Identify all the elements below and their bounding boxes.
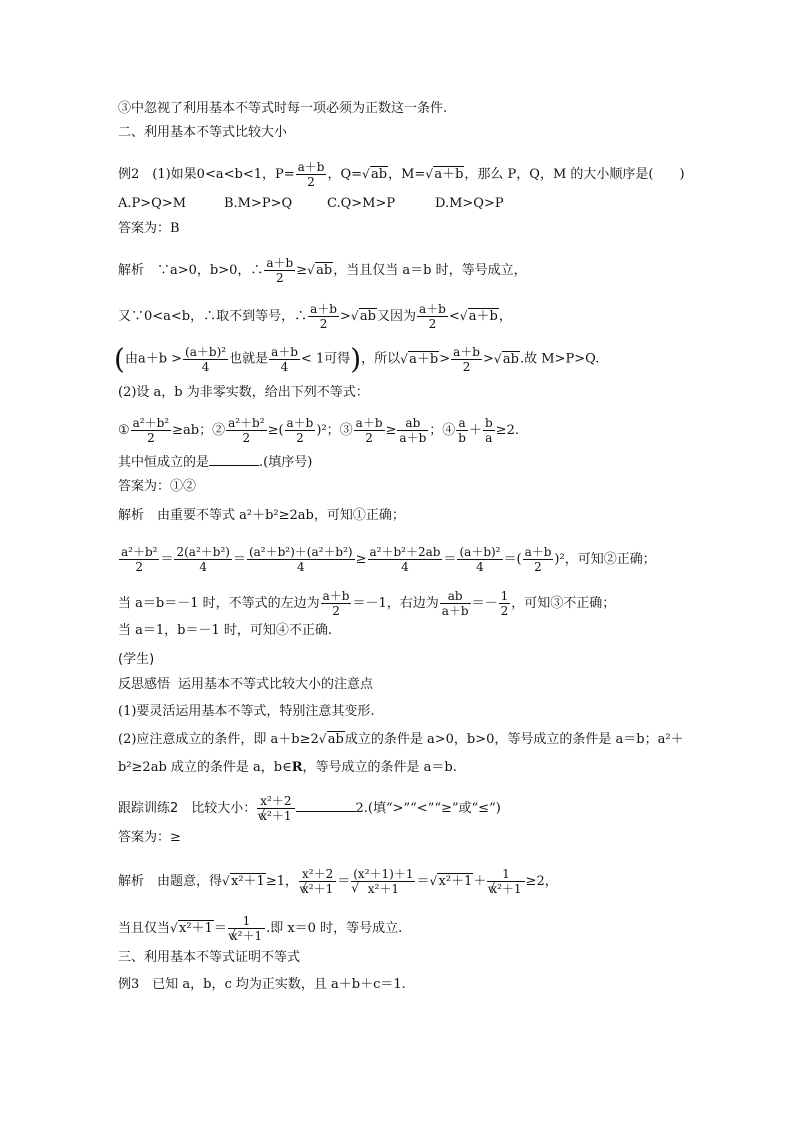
analysis-1 [118,256,527,285]
analysis-line-6 [118,914,402,943]
denominator: 2 [319,317,328,331]
fraction [487,867,524,896]
text: 由a＋b > [124,351,183,367]
reflection-2 [118,732,684,748]
numerator: ab [440,589,471,604]
denominator: 4 [476,560,484,574]
text: ，M= [388,167,426,182]
numerator: a＋b [355,416,383,430]
text: ， [498,309,512,324]
text: 当 a＝b＝－1 时，不等式的左边为 [118,596,320,611]
denominator: a [485,431,493,445]
text: )²；③ [316,423,353,438]
sqrt [494,352,520,368]
numerator: (a＋b)² [185,345,227,359]
denominator: 2 [276,271,284,285]
fraction [228,914,265,943]
denominator: 4 [280,360,289,374]
denominator: 2 [332,604,340,618]
real-set-symbol: R [291,760,303,775]
text: > [483,351,494,367]
text: ＝－ [471,596,498,611]
text: < 1可得 [300,351,351,367]
answer-blank[interactable] [296,799,356,812]
text: ，那么 P，Q，M 的大小顺序是( ) [464,167,685,182]
fraction [285,416,316,445]
text: ＝ [160,552,174,567]
radicand: ab [316,263,333,278]
answer-2: 答案为：①② [118,479,197,494]
fraction [499,589,511,618]
question-2: (2)设 a，b 为非零实数，给出下列不等式： [118,385,369,400]
text: 例2 (1)如果0<a<b<1，P= [118,167,295,182]
sqrt [307,263,333,279]
text: )²，可知②正确； [554,552,656,567]
analysis-line-3 [114,342,600,376]
fraction [483,416,495,445]
radicand: x²＋1 [302,882,334,896]
option-d: D.M>Q>P [435,196,504,211]
fraction [397,416,428,445]
fraction [321,589,352,618]
fraction [119,545,159,574]
sqrt-denominator [228,929,265,943]
option-b: B.M>P>Q [224,196,293,211]
example-2-question [118,160,685,189]
reflection-1: (1)要灵活运用基本不等式，特别注意其变形. [118,704,375,719]
text: 2.(填“>”“<”“≥”或“≤”) [355,801,501,816]
numerator: a²＋b² [132,416,170,430]
fraction [183,345,228,374]
fraction [264,256,295,285]
text: ≥ [355,552,367,567]
analysis-line-4 [118,589,615,618]
numerator: a＋b [418,302,446,316]
denominator: 2 [135,560,144,574]
text: ，等号成立的条件是 a＝b. [302,760,457,775]
text: 其中恒成立的是 [118,455,210,470]
question-2-fill [118,453,312,471]
text: ＝( [503,552,522,567]
text: .(填序号) [259,455,313,470]
inequality-list [118,416,519,445]
reflection-3 [118,760,457,776]
text: ，可知③不正确； [511,596,616,611]
fraction [226,416,266,445]
text: ＝ [443,552,457,567]
denominator: 2 [500,604,509,618]
text: ≥2. [495,423,519,438]
denominator: 4 [201,360,210,374]
denominator: 2 [462,360,471,374]
text: 成立的条件是 a>0，b>0，等号成立的条件是 a＝b；a²＋ [344,732,684,747]
answer-1: 答案为：B [118,221,180,236]
numerator: a＋b [524,545,552,559]
radicand: x²＋1 [230,929,263,943]
fraction [456,416,468,445]
analysis-2: 解析 由重要不等式 a²＋b²≥2ab，可知①正确； [118,508,405,523]
text: (2)应注意成立的条件，即 a＋b≥2 [118,732,319,747]
text: 解析 由题意，得 [118,874,223,889]
denominator: 2 [428,317,437,331]
numerator: a²＋b² [121,545,158,559]
numerator: a [456,416,468,431]
note-line: ③中忽视了利用基本不等式时每一项必须为正数这一条件. [118,101,448,116]
fraction [451,345,482,374]
radicand: x²＋1 [260,809,292,823]
numerator: 2(a²＋b²) [176,545,230,559]
text: ≥2， [525,874,558,889]
numerator: a＋b [322,589,350,603]
radicand: x²＋1 [490,882,522,896]
numerator: b [484,416,493,430]
text: > [339,309,351,324]
sqrt [319,732,345,748]
fraction [368,545,443,574]
radicand: ab [502,351,519,367]
text: b²≥2ab 成立的条件是 a，b∈ [118,760,292,775]
text: 也就是 [229,351,269,367]
text: .故 M>P>Q. [519,351,600,367]
fraction-p [296,160,327,189]
numerator: a＋b [271,345,298,359]
text: ≥1， [265,874,299,889]
text: ≥ [385,423,397,438]
denominator: 2 [296,431,304,445]
denominator: 4 [401,560,409,574]
numerator: ab [397,416,428,431]
text: 跟踪训练2 比较大小： [118,801,257,816]
radicand: x²＋1 [367,882,399,896]
numerator: 1 [228,914,265,929]
numerator: (a＋b)² [459,545,501,559]
denominator: a＋b [399,431,427,445]
numerator: a²＋b² [228,416,265,430]
radicand: a＋b [434,167,464,182]
option-c: C.Q>M>P [327,196,396,211]
sqrt [429,874,473,890]
numerator: 1 [487,867,524,882]
text: ＝－1，右边为 [352,596,439,611]
numerator: x²＋2 [299,867,336,882]
text: ① [118,423,130,438]
text: ≥( [267,423,284,438]
text: 当且仅当 [118,921,171,936]
equality-chain [118,545,656,574]
right-paren: ) [350,342,362,376]
example-3: 例3 已知 a，b，c 均为正实数，且 a＋b＋c＝1. [118,977,406,992]
text: < [448,309,460,324]
practice-2 [118,794,501,823]
fraction [308,302,339,331]
sqrt-denominator [257,809,294,823]
text: ＋ [468,423,482,438]
radicand: ab [371,167,388,182]
numerator: (a²＋b²)＋(a²＋b²) [248,545,353,559]
text: .即 x＝0 时，等号成立. [266,921,403,936]
sqrt [170,921,214,937]
option-a: A.P>Q>M [118,196,187,211]
fraction [299,867,336,896]
numerator: x²＋2 [257,794,294,809]
text: ≥ab；② [172,423,226,438]
fraction [269,345,300,374]
denominator: 2 [534,560,542,574]
fraction [440,589,471,618]
denominator: a＋b [441,604,469,618]
text: 运用基本不等式比较大小的注意点 [178,677,374,692]
denominator: 2 [307,175,315,189]
radicand: a＋b [468,309,498,324]
numerator: a＋b [453,345,480,359]
analysis-3 [118,867,558,896]
radicand: ab [327,732,344,747]
text: ＝ [213,921,227,936]
sqrt-denominator [299,882,336,896]
text: 又因为 [376,309,416,324]
fraction [417,302,448,331]
sqrt [222,874,266,890]
denominator: 2 [365,431,373,445]
numerator: a＋b [286,416,314,430]
denominator: 2 [242,431,251,445]
reflection-title [118,677,373,693]
text: ＝ [232,552,246,567]
section-heading-2: 二、利用基本不等式比较大小 [118,125,288,140]
radicand: ab [359,309,376,324]
sqrt-denominator [351,882,415,896]
sqrt [351,309,377,325]
radicand: a＋b [409,351,439,367]
fraction [354,416,385,445]
text: ＝ [337,874,351,889]
answer-blank[interactable] [209,453,259,466]
numerator: 1 [500,589,509,603]
text: ≥ [296,263,308,278]
sqrt [460,309,499,325]
reflection-heading: 反思感悟 [118,677,171,692]
text: ，当且仅当 a＝b 时，等号成立， [333,263,527,278]
analysis-line-2 [118,302,512,331]
sqrt-ab [362,167,388,183]
text: ＝ [416,874,430,889]
radicand: x²＋1 [438,874,473,889]
radicand: x²＋1 [179,921,213,936]
text: ＋ [473,874,487,889]
fraction [257,794,294,823]
sqrt [400,352,439,368]
numerator: a＋b [297,160,325,174]
denominator: 2 [147,431,155,445]
text: 又∵0<a<b，∴取不到等号，∴ [118,309,308,324]
section-heading-3: 三、利用基本不等式证明不等式 [118,950,301,965]
numerator: (x²＋1)＋1 [353,867,414,881]
fraction [523,545,554,574]
sqrt-denominator [487,882,524,896]
fraction [457,545,502,574]
fraction [247,545,355,574]
text: 解析 ∵a>0，b>0，∴ [118,263,264,278]
numerator: a＋b [310,302,337,316]
radicand: x²＋1 [231,874,265,889]
text: ，所以 [361,351,401,367]
fraction [131,416,171,445]
text: ；④ [429,423,456,438]
numerator: a²＋b²＋2ab [369,545,441,559]
student-label: (学生) [118,652,155,667]
left-paren: ( [114,342,125,376]
fraction [351,867,415,896]
denominator: b [458,431,466,445]
answer-3: 答案为：≥ [118,830,181,845]
sqrt-a-plus-b [425,167,464,183]
denominator: 4 [199,560,208,574]
numerator: a＋b [266,256,294,270]
text: > [439,351,451,367]
text: ，Q= [327,167,363,182]
analysis-line-5: 当 a＝1，b＝－1 时，可知④不正确. [118,623,333,638]
fraction [174,545,231,574]
denominator: 4 [296,560,305,574]
